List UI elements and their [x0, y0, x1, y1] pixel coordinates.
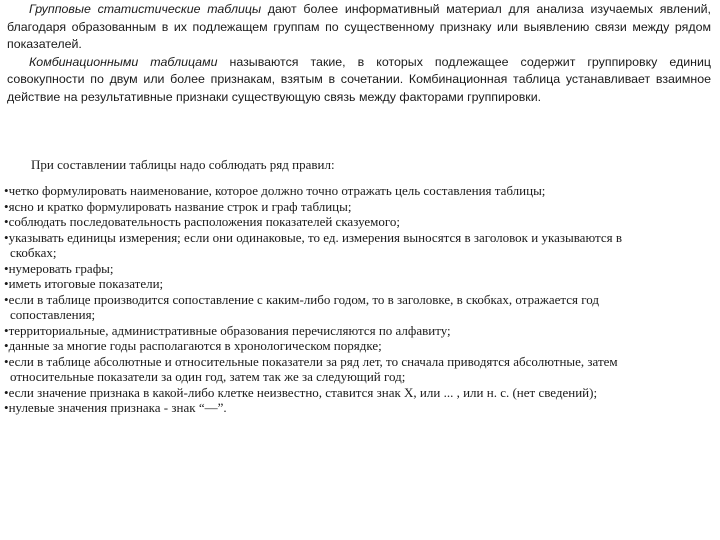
rule-item: [4, 385, 704, 401]
rule-item: [4, 354, 704, 385]
rule-text: данные за многие годы располагаются в хронологическом порядке;: [8, 338, 382, 353]
rules-intro: При составлении таблицы надо соблюдать ряд правил:: [31, 157, 335, 172]
rule-item: [4, 214, 704, 230]
paragraph-combination-tables: [7, 54, 711, 107]
bullet-icon: •: [4, 338, 9, 353]
bullet-icon: •: [4, 322, 9, 338]
rules-list: [4, 183, 704, 416]
rule-item: [4, 199, 704, 215]
rule-item: [4, 183, 704, 199]
rule-text: если в таблице абсолютные и относительные показатели за ряд лет, то сначала приводятся абсолютные, затем: [8, 353, 618, 369]
rule-item: [4, 323, 704, 339]
bullet-icon: •: [4, 384, 9, 400]
rule-item: [4, 230, 704, 261]
rule-item: [4, 292, 704, 323]
paragraph-group-tables-text: дают более информативный материал для анализа изучаемых явлений, благодаря образованным в их подлежащем группам по существенному признаку или выявлению связи между рядом показателей.: [7, 2, 711, 51]
rule-item: [4, 400, 704, 416]
term-combination-tables: Комбинационными таблицами: [29, 54, 218, 69]
rule-text-continuation: сопоставления;: [10, 307, 96, 322]
bullet-icon: •: [4, 183, 9, 198]
intro-paragraphs: [7, 1, 711, 106]
bullet-icon: •: [4, 260, 9, 276]
rule-text-continuation: скобках;: [10, 245, 57, 260]
bullet-icon: •: [4, 229, 9, 245]
rule-text-continuation: относительные показатели за один год, затем так же за следующий год;: [10, 369, 406, 384]
rule-text: если значение признака в какой-либо клетке неизвестно, ставится знак X, или ... , или н. с. (нет сведений);: [8, 384, 598, 400]
bullet-icon: •: [4, 214, 9, 229]
bullet-icon: •: [4, 198, 9, 214]
bullet-icon: •: [4, 400, 9, 415]
rule-item: [4, 261, 704, 277]
bullet-icon: •: [4, 291, 9, 307]
rule-text: иметь итоговые показатели;: [8, 276, 164, 291]
paragraph-combination-tables-text: называются такие, в которых подлежащее содержит группировку единиц совокупности по двум или более признакам, взятым в сочетании. Комбинационная таблица устанавливает взаимное действие на результативные признаки существующую связь между факторами группировки.: [7, 54, 712, 104]
rule-text: нумеровать графы;: [8, 260, 114, 276]
rule-text: соблюдать последовательность расположения показателей сказуемого;: [8, 214, 401, 229]
rule-text: ясно и кратко формулировать название строк и граф таблицы;: [8, 198, 352, 214]
rule-text: указывать единицы измерения; если они одинаковые, то ед. измерения выносятся в заголовок и указываются в: [8, 229, 622, 245]
rule-item: [4, 338, 704, 354]
rule-text: нулевые значения признака - знак “—”.: [8, 400, 227, 415]
rule-text: территориальные, административные образования перечисляются по алфавиту;: [8, 322, 451, 338]
bullet-icon: •: [4, 276, 9, 291]
term-group-tables: Групповые статистические таблицы: [29, 2, 262, 16]
paragraph-group-tables: [7, 1, 711, 54]
bullet-icon: •: [4, 353, 9, 369]
rule-item: [4, 276, 704, 292]
rule-text: если в таблице производится сопоставление с каким-либо годом, то в заголовке, в скобках, отражается год: [8, 291, 599, 307]
rule-text: четко формулировать наименование, которое должно точно отражать цель составления таблицы;: [8, 183, 546, 198]
